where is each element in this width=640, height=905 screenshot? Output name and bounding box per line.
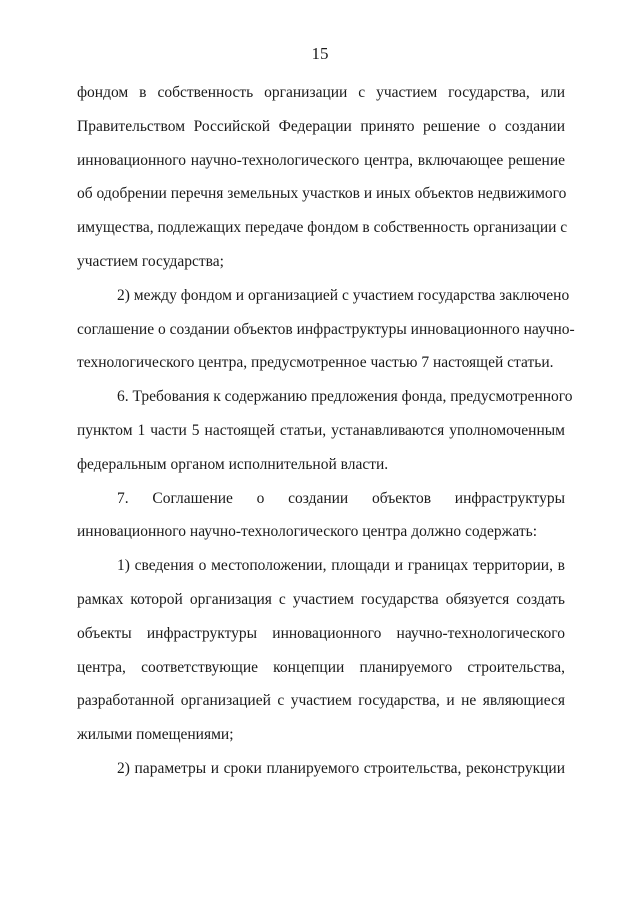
text-line: участием государства; bbox=[77, 252, 224, 270]
text-line: инновационного научно-технологического центра, включающее решение bbox=[77, 151, 565, 169]
text-line: соглашение о создании объектов инфраструктуры инновационного научно- bbox=[77, 320, 575, 338]
text-line: технологического центра, предусмотренное частью 7 настоящей статьи. bbox=[77, 354, 554, 372]
page-number: 15 bbox=[311, 44, 329, 63]
document-body bbox=[77, 76, 575, 786]
text-line: инновационного научно-технологического центра должно содержать: bbox=[77, 523, 538, 541]
text-line: рамках которой организация с участием государства обязуется создать bbox=[77, 590, 565, 608]
text-line: фондом в собственность организации с участием государства, или bbox=[77, 84, 565, 101]
text-line: 7. Соглашение о создании объектов инфраструктуры bbox=[117, 489, 565, 507]
text-line: 2) между фондом и организацией с участием государства заключено bbox=[117, 286, 570, 304]
text-line: 2) параметры и сроки планируемого строительства, реконструкции bbox=[117, 759, 565, 777]
text-line: имущества, подлежащих передаче фондом в собственность организации с bbox=[77, 219, 568, 237]
text-line: центра, соответствующие концепции планируемого строительства, bbox=[77, 658, 565, 676]
text-line: объекты инфраструктуры инновационного научно-технологического bbox=[77, 624, 565, 642]
text-line: пунктом 1 части 5 настоящей статьи, устанавливаются уполномоченным bbox=[77, 421, 565, 439]
text-line: жилыми помещениями; bbox=[77, 726, 234, 744]
text-line: разработанной организацией с участием государства, и не являющиеся bbox=[77, 692, 565, 710]
text-line: об одобрении перечня земельных участков и иных объектов недвижимого bbox=[77, 185, 567, 203]
text-line: федеральным органом исполнительной власти. bbox=[77, 455, 389, 473]
text-line: 6. Требования к содержанию предложения фонда, предусмотренного bbox=[117, 388, 573, 406]
text-line: Правительством Российской Федерации принято решение о создании bbox=[77, 117, 565, 135]
text-line: 1) сведения о местоположении, площади и границах территории, в bbox=[117, 557, 565, 575]
